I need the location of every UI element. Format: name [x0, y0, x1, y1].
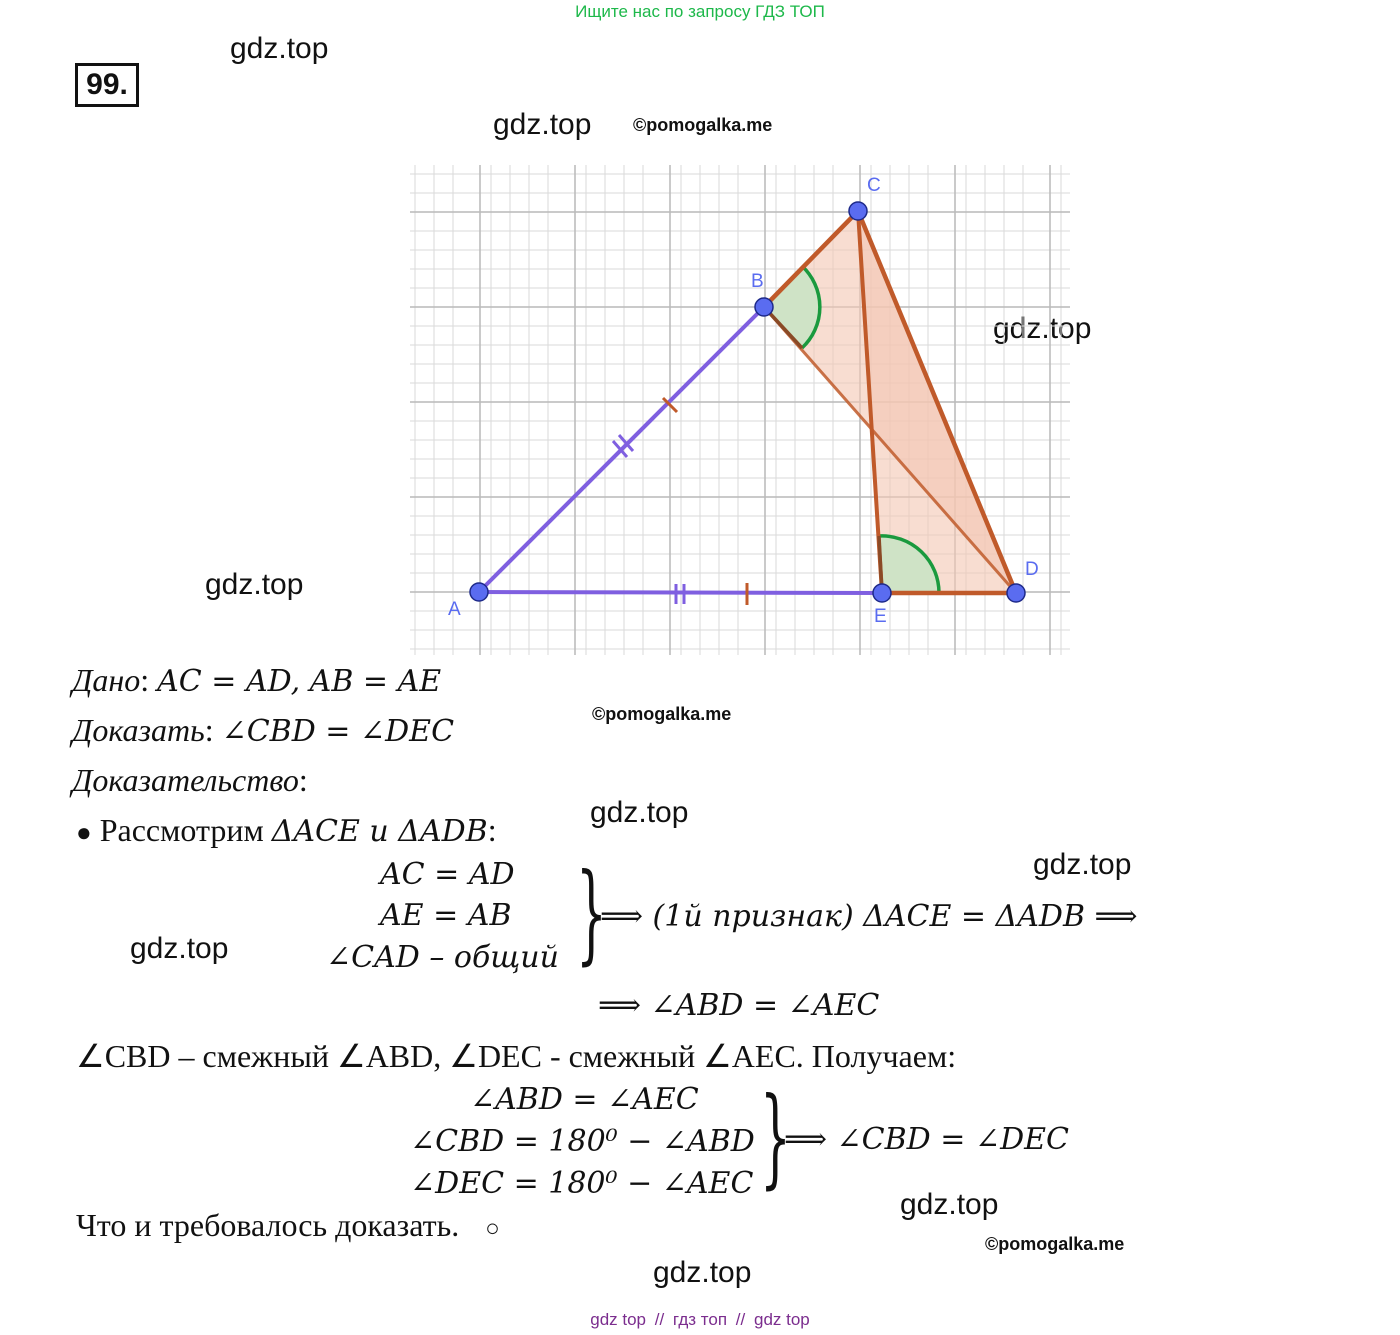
geometry-figure — [405, 160, 1075, 660]
qed-mark: ○ — [485, 1216, 500, 1242]
prove-line: Доказать: ∠CBD = ∠DEC — [72, 712, 455, 749]
system2-line-1: ∠ABD = ∠AEC — [470, 1082, 699, 1117]
system2-line-2: ∠CBD = 180⁰ − ∠ABD — [410, 1124, 755, 1159]
watermark: gdz.top — [205, 568, 304, 601]
watermark: gdz.top — [130, 932, 229, 965]
given-label: Дано — [72, 662, 141, 698]
prove-expr: ∠CBD = ∠DEC — [221, 714, 455, 749]
segment-ae — [479, 592, 882, 593]
problem-number: 99. — [75, 63, 139, 107]
qed-text: Что и требовалось доказать. — [76, 1207, 460, 1243]
label-c: C — [867, 175, 881, 196]
watermark: gdz.top — [900, 1188, 999, 1221]
watermark: gdz.top — [230, 32, 329, 65]
point-d — [1007, 584, 1025, 602]
copyright: ©pomogalka.me — [633, 115, 773, 135]
given-expr: AC = AD, AB = AE — [157, 664, 442, 699]
step1-text: Рассмотрим — [99, 812, 264, 848]
given-line: Дано: AC = AD, AB = AE — [72, 662, 442, 699]
bottom-link-3[interactable]: gdz top — [753, 1310, 810, 1329]
point-e — [873, 584, 891, 602]
label-e: E — [874, 606, 887, 627]
top-banner: Ищите нас по запросу ГДЗ ТОП — [575, 2, 825, 21]
watermark: gdz.top — [493, 108, 592, 141]
adjacent-line: ∠CBD – смежный ∠ABD, ∠DEC - смежный ∠AEC. Получаем: — [76, 1038, 957, 1074]
proof-label: Доказательство — [72, 762, 299, 798]
label-b: B — [751, 271, 764, 292]
point-a — [470, 583, 488, 601]
watermark: gdz.top — [653, 1256, 752, 1289]
system1-line-3: ∠CAD – общий — [326, 940, 559, 975]
copyright: ©pomogalka.me — [985, 1234, 1125, 1254]
system1-brace: } — [576, 851, 607, 976]
point-b — [755, 298, 773, 316]
system1-result: ⟹ ∠ABD = ∠AEC — [598, 988, 880, 1023]
bottom-link-2[interactable]: гдз топ — [672, 1310, 728, 1329]
bottom-link-1[interactable]: gdz top — [590, 1310, 646, 1329]
system1-line-1: AC = AD — [380, 857, 515, 892]
qed-line — [76, 1207, 500, 1244]
bullet: ● — [76, 818, 92, 847]
point-c — [849, 202, 867, 220]
system1-line-2: AE = AB — [380, 898, 512, 933]
proof-heading: Доказательство: — [72, 762, 308, 798]
watermark: gdz.top — [1033, 848, 1132, 881]
label-a: A — [448, 599, 461, 620]
prove-label: Доказать — [72, 712, 205, 748]
system1-conclusion: ⟹ (1й признак) ΔACE = ΔADB ⟹ — [600, 899, 1138, 934]
system2-line-3: ∠DEC = 180⁰ − ∠AEC — [410, 1166, 754, 1201]
watermark: gdz.top — [993, 312, 1092, 345]
watermark: gdz.top — [590, 796, 689, 829]
system2-conclusion: ⟹ ∠CBD = ∠DEC — [784, 1122, 1069, 1157]
step1-expr: ΔACE и ΔADB — [271, 814, 488, 849]
label-d: D — [1025, 559, 1039, 580]
step1-line: ● Рассмотрим ΔACE и ΔADB: — [76, 812, 497, 849]
equal-marks — [613, 398, 747, 605]
bottom-banner: gdz top // гдз топ // gdz top — [590, 1310, 810, 1329]
system2-brace: } — [760, 1075, 791, 1200]
copyright: ©pomogalka.me — [592, 704, 732, 724]
